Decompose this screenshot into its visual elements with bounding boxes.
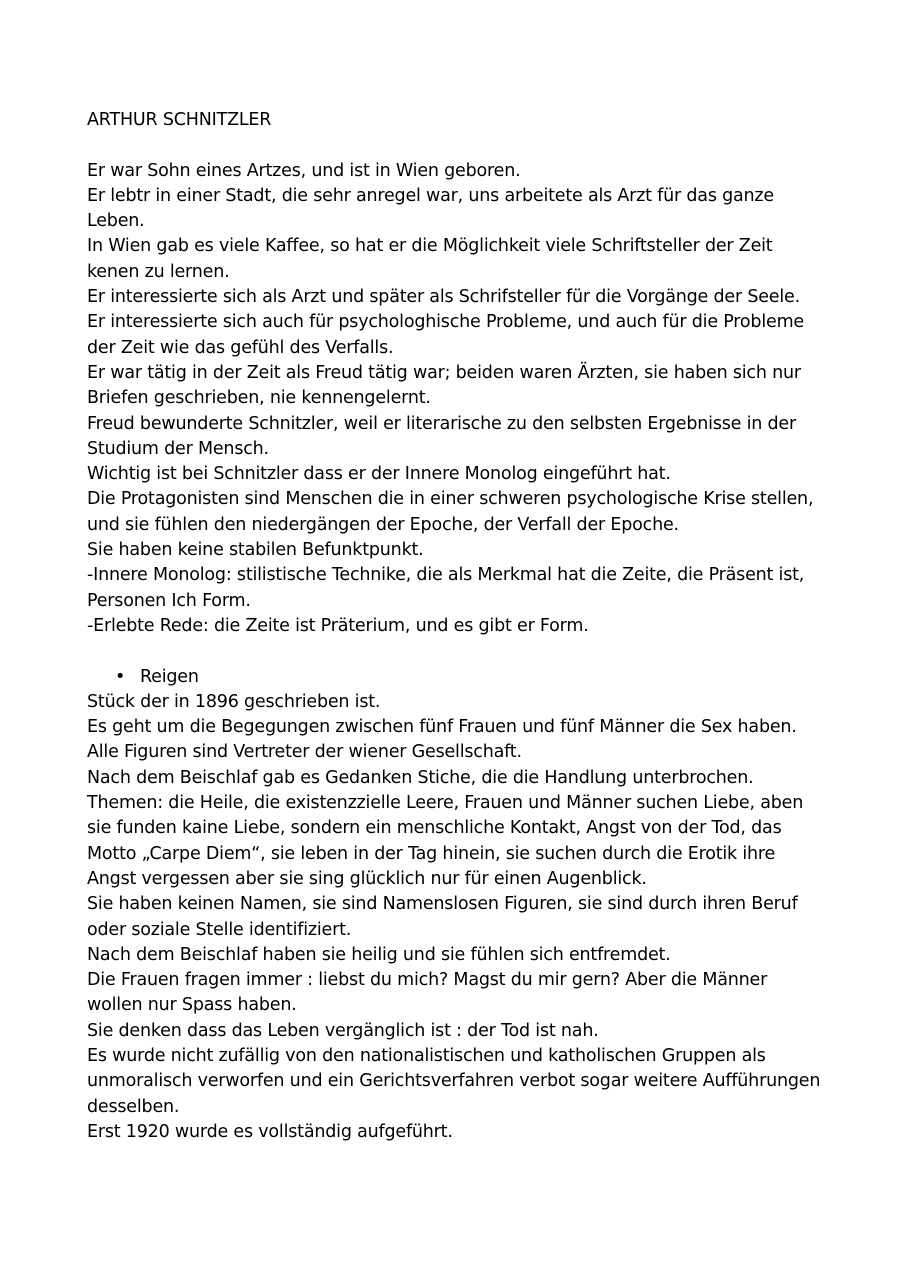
paragraph: Sie haben keine stabilen Befunktpunkt.: [87, 540, 424, 561]
paragraph: Wichtig ist bei Schnitzler dass er der Innere Monolog eingeführt hat.: [87, 464, 671, 485]
paragraph: Die Frauen fragen immer : liebst du mich? Magst du mir gern? Aber die Männer wollen nur Spass haben.: [87, 970, 768, 1016]
bullet-icon: •: [115, 666, 126, 687]
paragraph: Sie denken dass das Leben vergänglich ist : der Tod ist nah.: [87, 1020, 599, 1041]
paragraph: In Wien gab es viele Kaffee, so hat er die Möglichkeit viele Schriftsteller der Zeit kenen zu lernen.: [87, 236, 773, 282]
paragraph: Stück der in 1896 geschrieben ist.: [87, 691, 381, 712]
paragraph: Es wurde nicht zufällig von den nationalistischen und katholischen Gruppen als unmoralisch verworfen und ein Gerichtsverfahren verbot sogar weitere Aufführungen desselben.: [87, 1045, 821, 1117]
blank-line: [87, 639, 827, 664]
paragraph: Nach dem Beischlaf haben sie heilig und sie fühlen sich entfremdet.: [87, 944, 671, 965]
bullet-item-reigen: [87, 665, 827, 690]
paragraph: Nach dem Beischlaf gab es Gedanken Stiche, die die Handlung unterbrochen.: [87, 767, 754, 788]
intro-section: [87, 159, 827, 640]
document-title: ARTHUR SCHNITZLER: [87, 110, 272, 130]
paragraph: Themen: die Heile, die existenzzielle Leere, Frauen und Männer suchen Liebe, aben sie funden kaine Liebe, sondern ein menschliche Kontakt, Angst von der Tod, das Motto „Carpe Diem“, sie leben in der Tag hinein, sie suchen durch die Erotik ihre Angst vergessen aber sie sing glücklich nur für einen Augenblick.: [87, 793, 804, 889]
paragraph: Alle Figuren sind Vertreter der wiener Gesellschaft.: [87, 742, 522, 763]
paragraph: Sie haben keinen Namen, sie sind Namenslosen Figuren, sie sind durch ihren Beruf oder soziale Stelle identifiziert.: [87, 894, 798, 940]
paragraph: Die Protagonisten sind Menschen die in einer schweren psychologische Krise stellen, und sie fühlen den niedergängen der Epoche, der Verfall der Epoche.: [87, 489, 814, 535]
paragraph: Erst 1920 wurde es vollständig aufgeführt.: [87, 1121, 453, 1142]
paragraph: -Innere Monolog: stilistische Technike, die als Merkmal hat die Zeite, die Präsent ist, Personen Ich Form.: [87, 565, 805, 611]
paragraph: Er war Sohn eines Artzes, und ist in Wien geboren.: [87, 160, 521, 181]
reigen-section: [87, 690, 827, 1145]
paragraph: Er interessierte sich auch für psychologhische Probleme, und auch für die Probleme der Zeit wie das gefühl des Verfalls.: [87, 312, 804, 358]
paragraph: Er lebtr in einer Stadt, die sehr anregel war, uns arbeitete als Arzt für das ganze Leben.: [87, 185, 774, 232]
paragraph: Es geht um die Begegungen zwischen fünf Frauen und fünf Männer die Sex haben.: [87, 717, 797, 738]
paragraph: Er war tätig in der Zeit als Freud tätig war; beiden waren Ärzten, sie haben sich nur Briefen geschrieben, nie kennengelernt.: [87, 362, 801, 409]
paragraph: -Erlebte Rede: die Zeite ist Präterium, und es gibt er Form.: [87, 615, 589, 636]
bullet-heading: Reigen: [140, 666, 199, 687]
blank-line: [87, 133, 827, 158]
document-body: [87, 108, 827, 1145]
paragraph: Er interessierte sich als Arzt und später als Schrifsteller für die Vorgänge der Seele.: [87, 287, 800, 308]
paragraph: Freud bewunderte Schnitzler, weil er literarische zu den selbsten Ergebnisse in der Studium der Mensch.: [87, 413, 796, 459]
